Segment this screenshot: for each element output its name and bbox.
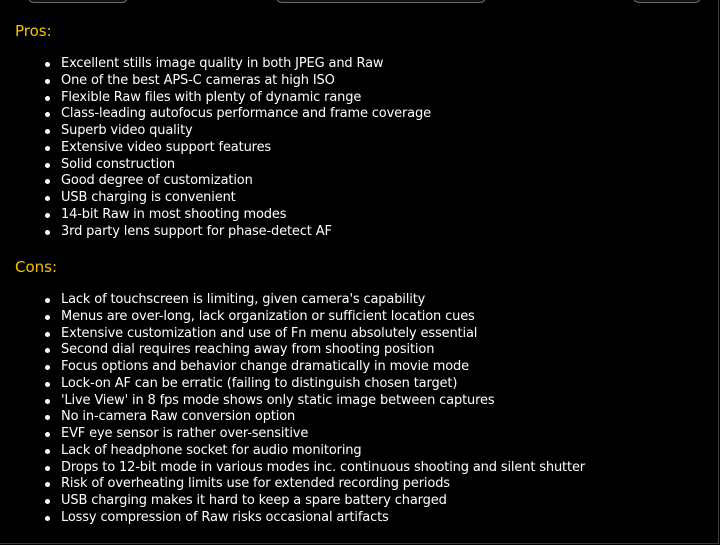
cons-list — [0, 292, 585, 527]
bullet-icon — [45, 432, 50, 437]
list-item-text: 14-bit Raw in most shooting modes — [61, 206, 287, 222]
list-item — [0, 342, 585, 359]
list-item — [0, 73, 431, 90]
list-item-text: EVF eye sensor is rather over-sensitive — [61, 426, 309, 441]
bullet-icon — [45, 382, 50, 387]
list-item — [0, 326, 585, 343]
list-item-text: Menus are over-long, lack organization or sufficient location cues — [61, 308, 475, 324]
list-item — [0, 510, 585, 527]
list-item-text: 3rd party lens support for phase-detect AF — [61, 223, 332, 239]
bullet-icon — [45, 230, 50, 235]
list-item-text: Second dial requires reaching away from shooting position — [61, 342, 435, 358]
list-item — [0, 426, 585, 443]
bullet-icon — [45, 399, 50, 404]
bullet-icon — [45, 129, 50, 134]
list-item — [0, 443, 585, 460]
list-item-text: Risk of overheating limits use for extended recording periods — [61, 476, 450, 492]
list-item — [0, 359, 585, 376]
list-item-text: Solid construction — [61, 156, 175, 172]
bullet-icon — [45, 482, 50, 487]
list-item — [0, 123, 431, 140]
list-item-text: Excellent stills image quality in both JPEG and Raw — [61, 56, 384, 71]
bullet-icon — [45, 79, 50, 84]
list-item — [0, 157, 431, 174]
list-item-text: Extensive customization and use of Fn menu absolutely essential — [61, 325, 478, 341]
list-item-text: Superb video quality — [61, 123, 193, 138]
list-item — [0, 393, 585, 410]
bullet-icon — [45, 196, 50, 201]
list-item-text: Lack of headphone socket for audio monitoring — [61, 442, 362, 458]
list-item-text: Extensive video support features — [61, 139, 272, 155]
list-item — [0, 140, 431, 157]
list-item — [0, 309, 585, 326]
bullet-icon — [45, 146, 50, 151]
top-tab-middle[interactable] — [276, 0, 486, 3]
list-item — [0, 493, 585, 510]
bullet-icon — [45, 466, 50, 471]
list-item-text: USB charging makes it hard to keep a spare battery charged — [61, 493, 447, 508]
list-item-text: Lock-on AF can be erratic (failing to distinguish chosen target) — [61, 375, 458, 391]
list-item — [0, 460, 585, 477]
bullet-icon — [45, 62, 50, 67]
list-item — [0, 173, 431, 190]
list-item — [0, 409, 585, 426]
list-item-text: Drops to 12-bit mode in various modes inc. continuous shooting and silent shutter — [61, 459, 585, 475]
bullet-icon — [45, 332, 50, 337]
bullet-icon — [45, 449, 50, 454]
top-tab-left[interactable] — [28, 0, 128, 3]
list-item — [0, 292, 585, 309]
bullet-icon — [45, 179, 50, 184]
list-item — [0, 106, 431, 123]
bullet-icon — [45, 163, 50, 168]
bullet-icon — [45, 516, 50, 521]
list-item — [0, 476, 585, 493]
list-item — [0, 224, 431, 241]
list-item-text: One of the best APS-C cameras at high ISO — [61, 72, 335, 88]
bullet-icon — [45, 96, 50, 101]
list-item-text: Flexible Raw files with plenty of dynamic range — [61, 89, 362, 105]
bullet-icon — [45, 365, 50, 370]
list-item — [0, 207, 431, 224]
list-item-text: Good degree of customization — [61, 173, 253, 189]
bullet-icon — [45, 298, 50, 303]
list-item — [0, 190, 431, 207]
pros-heading: Pros: — [15, 22, 52, 40]
list-item-text: Focus options and behavior change dramatically in movie mode — [61, 359, 469, 374]
list-item-text: Lossy compression of Raw risks occasional artifacts — [61, 509, 389, 525]
list-item-text: USB charging is convenient — [61, 190, 236, 205]
bullet-icon — [45, 112, 50, 117]
bullet-icon — [45, 348, 50, 353]
bullet-icon — [45, 415, 50, 420]
cons-heading: Cons: — [15, 258, 58, 276]
bullet-icon — [45, 315, 50, 320]
list-item-text: Class-leading autofocus performance and frame coverage — [61, 106, 431, 122]
list-item-text: 'Live View' in 8 fps mode shows only static image between captures — [61, 392, 495, 408]
bullet-icon — [45, 499, 50, 504]
list-item-text: No in-camera Raw conversion option — [61, 409, 296, 425]
list-item — [0, 90, 431, 107]
list-item — [0, 376, 585, 393]
pros-list — [0, 56, 431, 240]
bullet-icon — [45, 213, 50, 218]
top-tab-right[interactable] — [633, 0, 701, 3]
list-item — [0, 56, 431, 73]
list-item-text: Lack of touchscreen is limiting, given camera's capability — [61, 292, 426, 307]
